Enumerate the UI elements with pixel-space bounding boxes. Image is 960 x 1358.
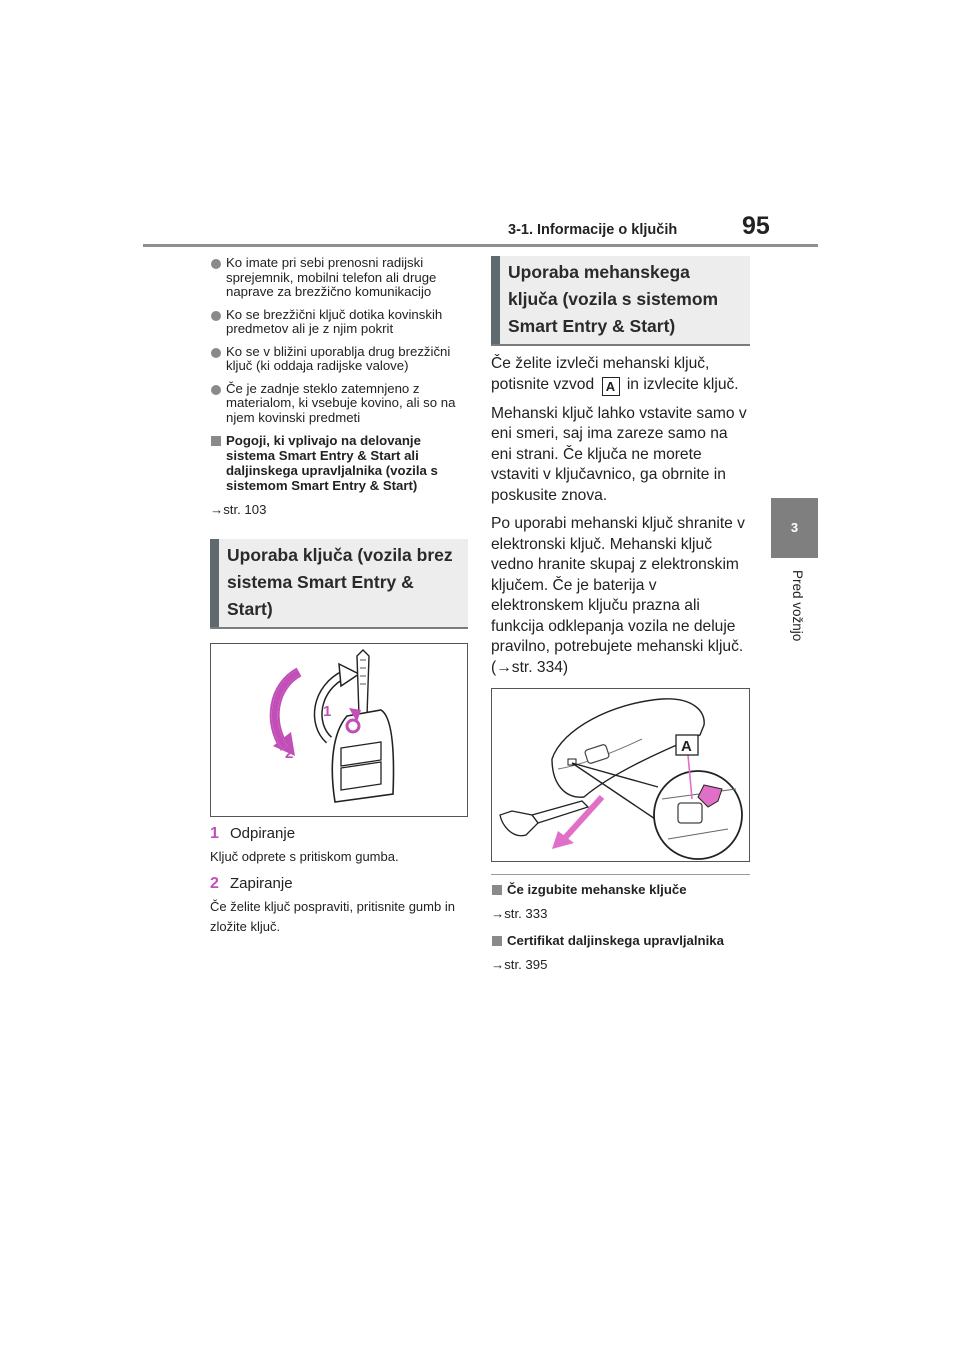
- step-number: 2: [210, 875, 219, 892]
- list-item: Ko se brezžični ključ dotika kovinskih predmetov ali je z njim pokrit: [210, 308, 468, 337]
- chapter-label: Pred vožnjo: [790, 570, 805, 642]
- mechanical-key-drawing: [492, 689, 749, 861]
- step-number: 1: [210, 825, 219, 842]
- header-divider: [143, 244, 818, 247]
- step-2: [210, 875, 468, 893]
- factors-page-link[interactable]: →str. 103: [210, 502, 267, 517]
- step-1: [210, 825, 468, 843]
- lost-keys-heading: Če izgubite mehanske ključe: [491, 882, 750, 897]
- flip-key-drawing: [211, 644, 467, 816]
- heading-rule: [210, 627, 468, 629]
- divider: [491, 874, 750, 875]
- bullet-dot-icon: [211, 385, 221, 395]
- chapter-tab[interactable]: 3: [771, 498, 818, 558]
- step-description: Če želite ključ pospraviti, pritisnite gumb in zložite ključ.: [210, 899, 455, 934]
- paragraph: Po uporabi mehanski ključ shranite v elektronski ključ. Mehanski ključ vedno hranite skupaj z elektronskim ključem. Če je baterija v elektronskem ključu prazna ali funkcija odklepanja vozila ne deluje pravilno, potrebujete mehanski ključ. (→str. 334): [491, 515, 745, 676]
- list-item: Ko imate pri sebi prenosni radijski sprejemnik, mobilni telefon ali druge naprave za brezžično komunikacijo: [210, 256, 468, 300]
- open-arrow-icon: [339, 664, 359, 686]
- factors-heading: Pogoji, ki vplivajo na delovanje sistema Smart Entry & Start ali daljinskega upravljalnika (vozila s sistemom Smart Entry & Start): [210, 433, 468, 493]
- marker-a: A: [602, 377, 620, 396]
- list-item: Ko se v bližini uporablja drug brezžični ključ (ki oddaja radijske valove): [210, 345, 468, 374]
- square-bullet-icon: [492, 885, 502, 895]
- list-item: Če je zadnje steklo zatemnjeno z materialom, ki vsebuje kovino, ali so na njem kovinski predmeti: [210, 382, 468, 426]
- section-heading-mechanical-key: Uporaba mehanskega ključa (vozila s sistemom Smart Entry & Start): [491, 256, 750, 344]
- step-title: Odpiranje: [230, 825, 296, 842]
- section-title: 3-1. Informacije o ključih: [508, 222, 678, 238]
- square-bullet-icon: [211, 436, 221, 446]
- bullet-dot-icon: [211, 259, 221, 269]
- page-number: 95: [742, 212, 770, 240]
- step-title: Zapiranje: [230, 875, 293, 892]
- step-description: Ključ odprete s pritiskom gumba.: [210, 849, 399, 864]
- release-button-icon: [347, 720, 359, 732]
- square-bullet-icon: [492, 936, 502, 946]
- mechanical-key-illustration: [491, 688, 750, 862]
- left-column: [210, 256, 468, 937]
- figure-label-a: A: [681, 738, 692, 755]
- paragraph: Če želite izvleči mehanski ključ, potisnite vzvod A in izvlecite ključ.: [491, 355, 739, 394]
- heading-rule: [491, 344, 750, 346]
- paragraph: Mehanski ključ lahko vstavite samo v eni smeri, saj ima zareze samo na eni strani. Če ključa ne morete vstaviti v ključavnico, ga obrnite in poskusite znova.: [491, 404, 747, 504]
- bullet-dot-icon: [211, 348, 221, 358]
- certificate-heading: Certifikat daljinskega upravljalnika: [491, 933, 750, 948]
- flip-key-illustration: [210, 643, 468, 817]
- figure-label-1: 1: [323, 703, 332, 720]
- figure-label-2: 2: [285, 745, 294, 762]
- section-heading-key-usage: Uporaba ključa (vozila brez sistema Smart Entry & Start): [210, 539, 468, 627]
- bullet-dot-icon: [211, 311, 221, 321]
- certificate-page-link[interactable]: →str. 395: [491, 957, 548, 972]
- lost-keys-page-link[interactable]: →str. 333: [491, 906, 548, 921]
- right-column: [491, 256, 750, 972]
